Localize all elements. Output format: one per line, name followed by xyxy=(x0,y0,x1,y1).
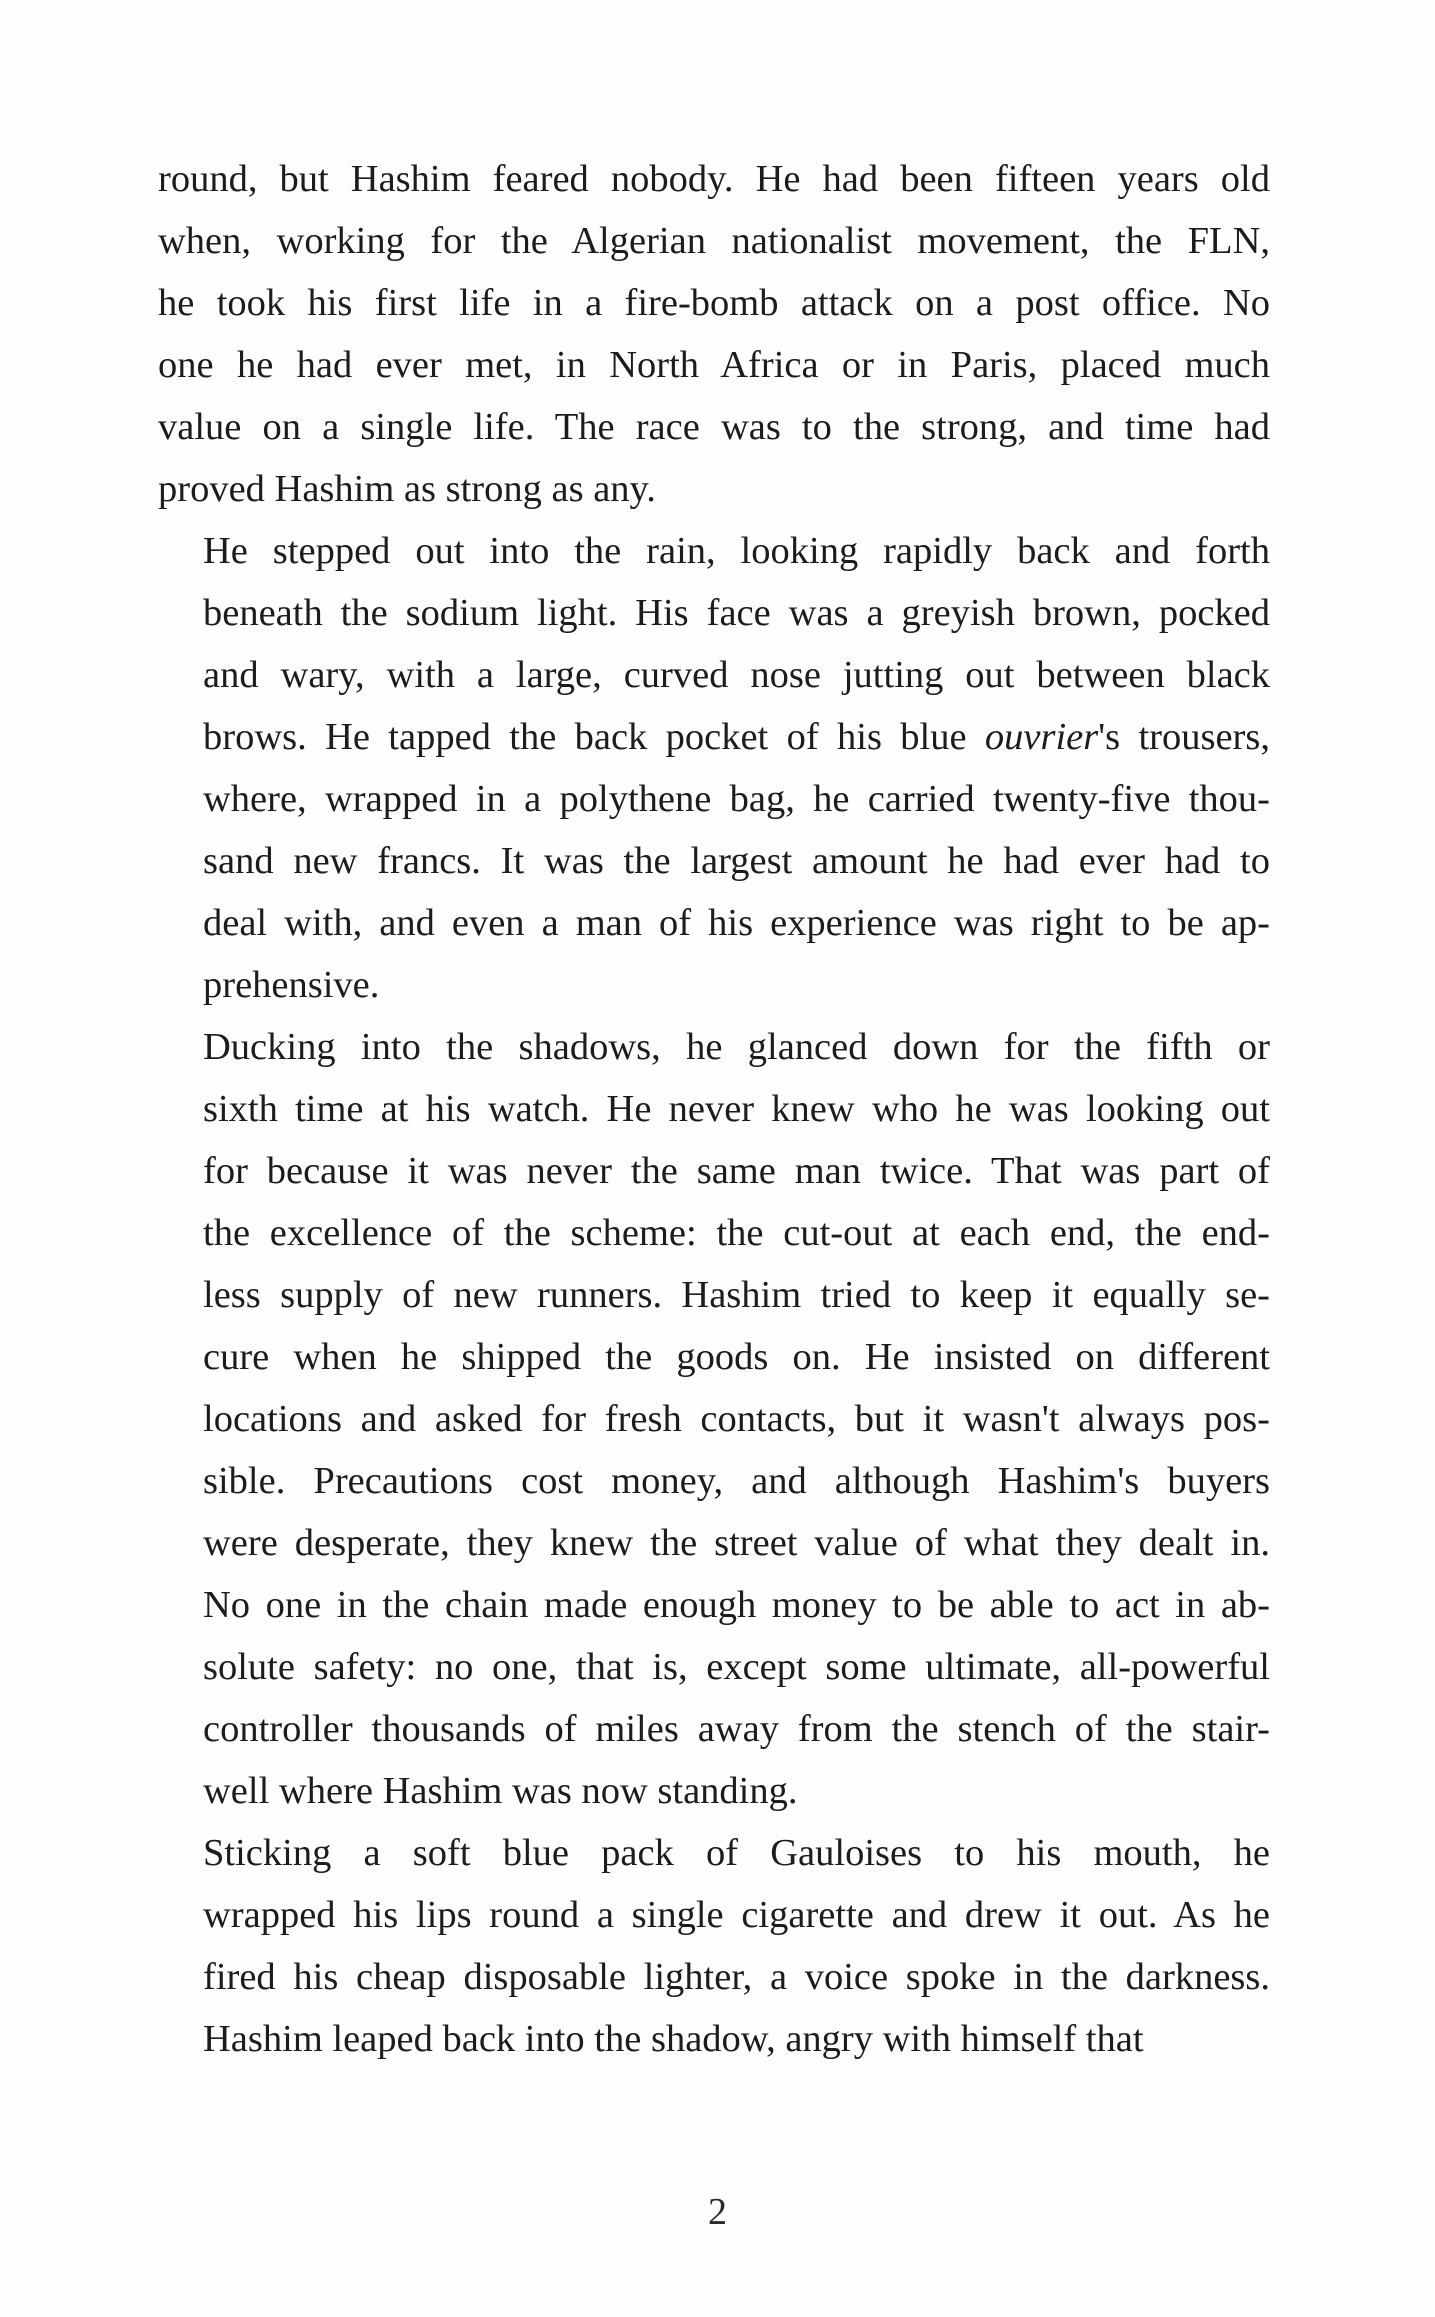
text-line: sixth time at his watch. He never knew who he was looking out xyxy=(203,1088,1270,1130)
text-line: well where Hashim was now standing. xyxy=(203,1770,798,1812)
text-line: value on a single life. The race was to the strong, and time had xyxy=(158,406,1270,448)
text-line: Sticking a soft blue pack of Gauloises to his mouth, he xyxy=(203,1832,1270,1874)
text-line: Hashim leaped back into the shadow, angry with himself that xyxy=(203,2018,1144,2060)
text-line: fired his cheap disposable lighter, a voice spoke in the darkness. xyxy=(203,1956,1270,1998)
text-line: for because it was never the same man twice. That was part of xyxy=(203,1150,1270,1192)
italic-word: ouvrier xyxy=(984,716,1099,758)
text-line: he took his first life in a fire-bomb attack on a post office. No xyxy=(158,282,1270,324)
text-line: controller thousands of miles away from the stench of the stair- xyxy=(203,1708,1270,1750)
text-line: the excellence of the scheme: the cut-out at each end, the end- xyxy=(203,1212,1270,1254)
text-line: He stepped out into the rain, looking rapidly back and forth xyxy=(203,530,1270,572)
text-line: less supply of new runners. Hashim tried to keep it equally se- xyxy=(203,1274,1270,1316)
text-line: solute safety: no one, that is, except some ultimate, all-powerful xyxy=(203,1646,1270,1688)
text-line: wrapped his lips round a single cigarette and drew it out. As he xyxy=(203,1894,1270,1936)
body-text xyxy=(158,148,1270,2070)
text-line: deal with, and even a man of his experience was right to be ap- xyxy=(203,902,1270,944)
text-line: sand new francs. It was the largest amount he had ever had to xyxy=(203,840,1270,882)
text-line: where, wrapped in a polythene bag, he carried twenty-five thou- xyxy=(203,778,1270,820)
text-line: were desperate, they knew the street value of what they dealt in. xyxy=(203,1522,1270,1564)
text-line: proved Hashim as strong as any. xyxy=(158,468,656,510)
paragraph-3 xyxy=(158,1016,1270,1822)
paragraph-1 xyxy=(158,148,1270,520)
paragraph-2 xyxy=(158,520,1270,1016)
text-line: and wary, with a large, curved nose jutting out between black xyxy=(203,654,1270,696)
text-line: prehensive. xyxy=(203,964,380,1006)
text-line: No one in the chain made enough money to be able to act in ab- xyxy=(203,1584,1270,1626)
paragraph-4 xyxy=(158,1822,1270,2070)
text-line: cure when he shipped the goods on. He insisted on different xyxy=(203,1336,1270,1378)
page-number: 2 xyxy=(708,2191,727,2233)
text-line: sible. Precautions cost money, and although Hashim's buyers xyxy=(203,1460,1270,1502)
text-line: beneath the sodium light. His face was a greyish brown, pocked xyxy=(203,592,1270,634)
text-line: round, but Hashim feared nobody. He had been fifteen years old xyxy=(158,158,1270,200)
text-line: locations and asked for fresh contacts, but it wasn't always pos- xyxy=(203,1398,1270,1440)
text-line: one he had ever met, in North Africa or in Paris, placed much xyxy=(158,344,1270,386)
text-line: when, working for the Algerian nationalist movement, the FLN, xyxy=(158,220,1270,262)
text-line: brows. He tapped the back pocket of his blue ouvrier's trousers, xyxy=(203,716,1270,758)
text-line: Ducking into the shadows, he glanced down for the fifth or xyxy=(203,1026,1270,1068)
